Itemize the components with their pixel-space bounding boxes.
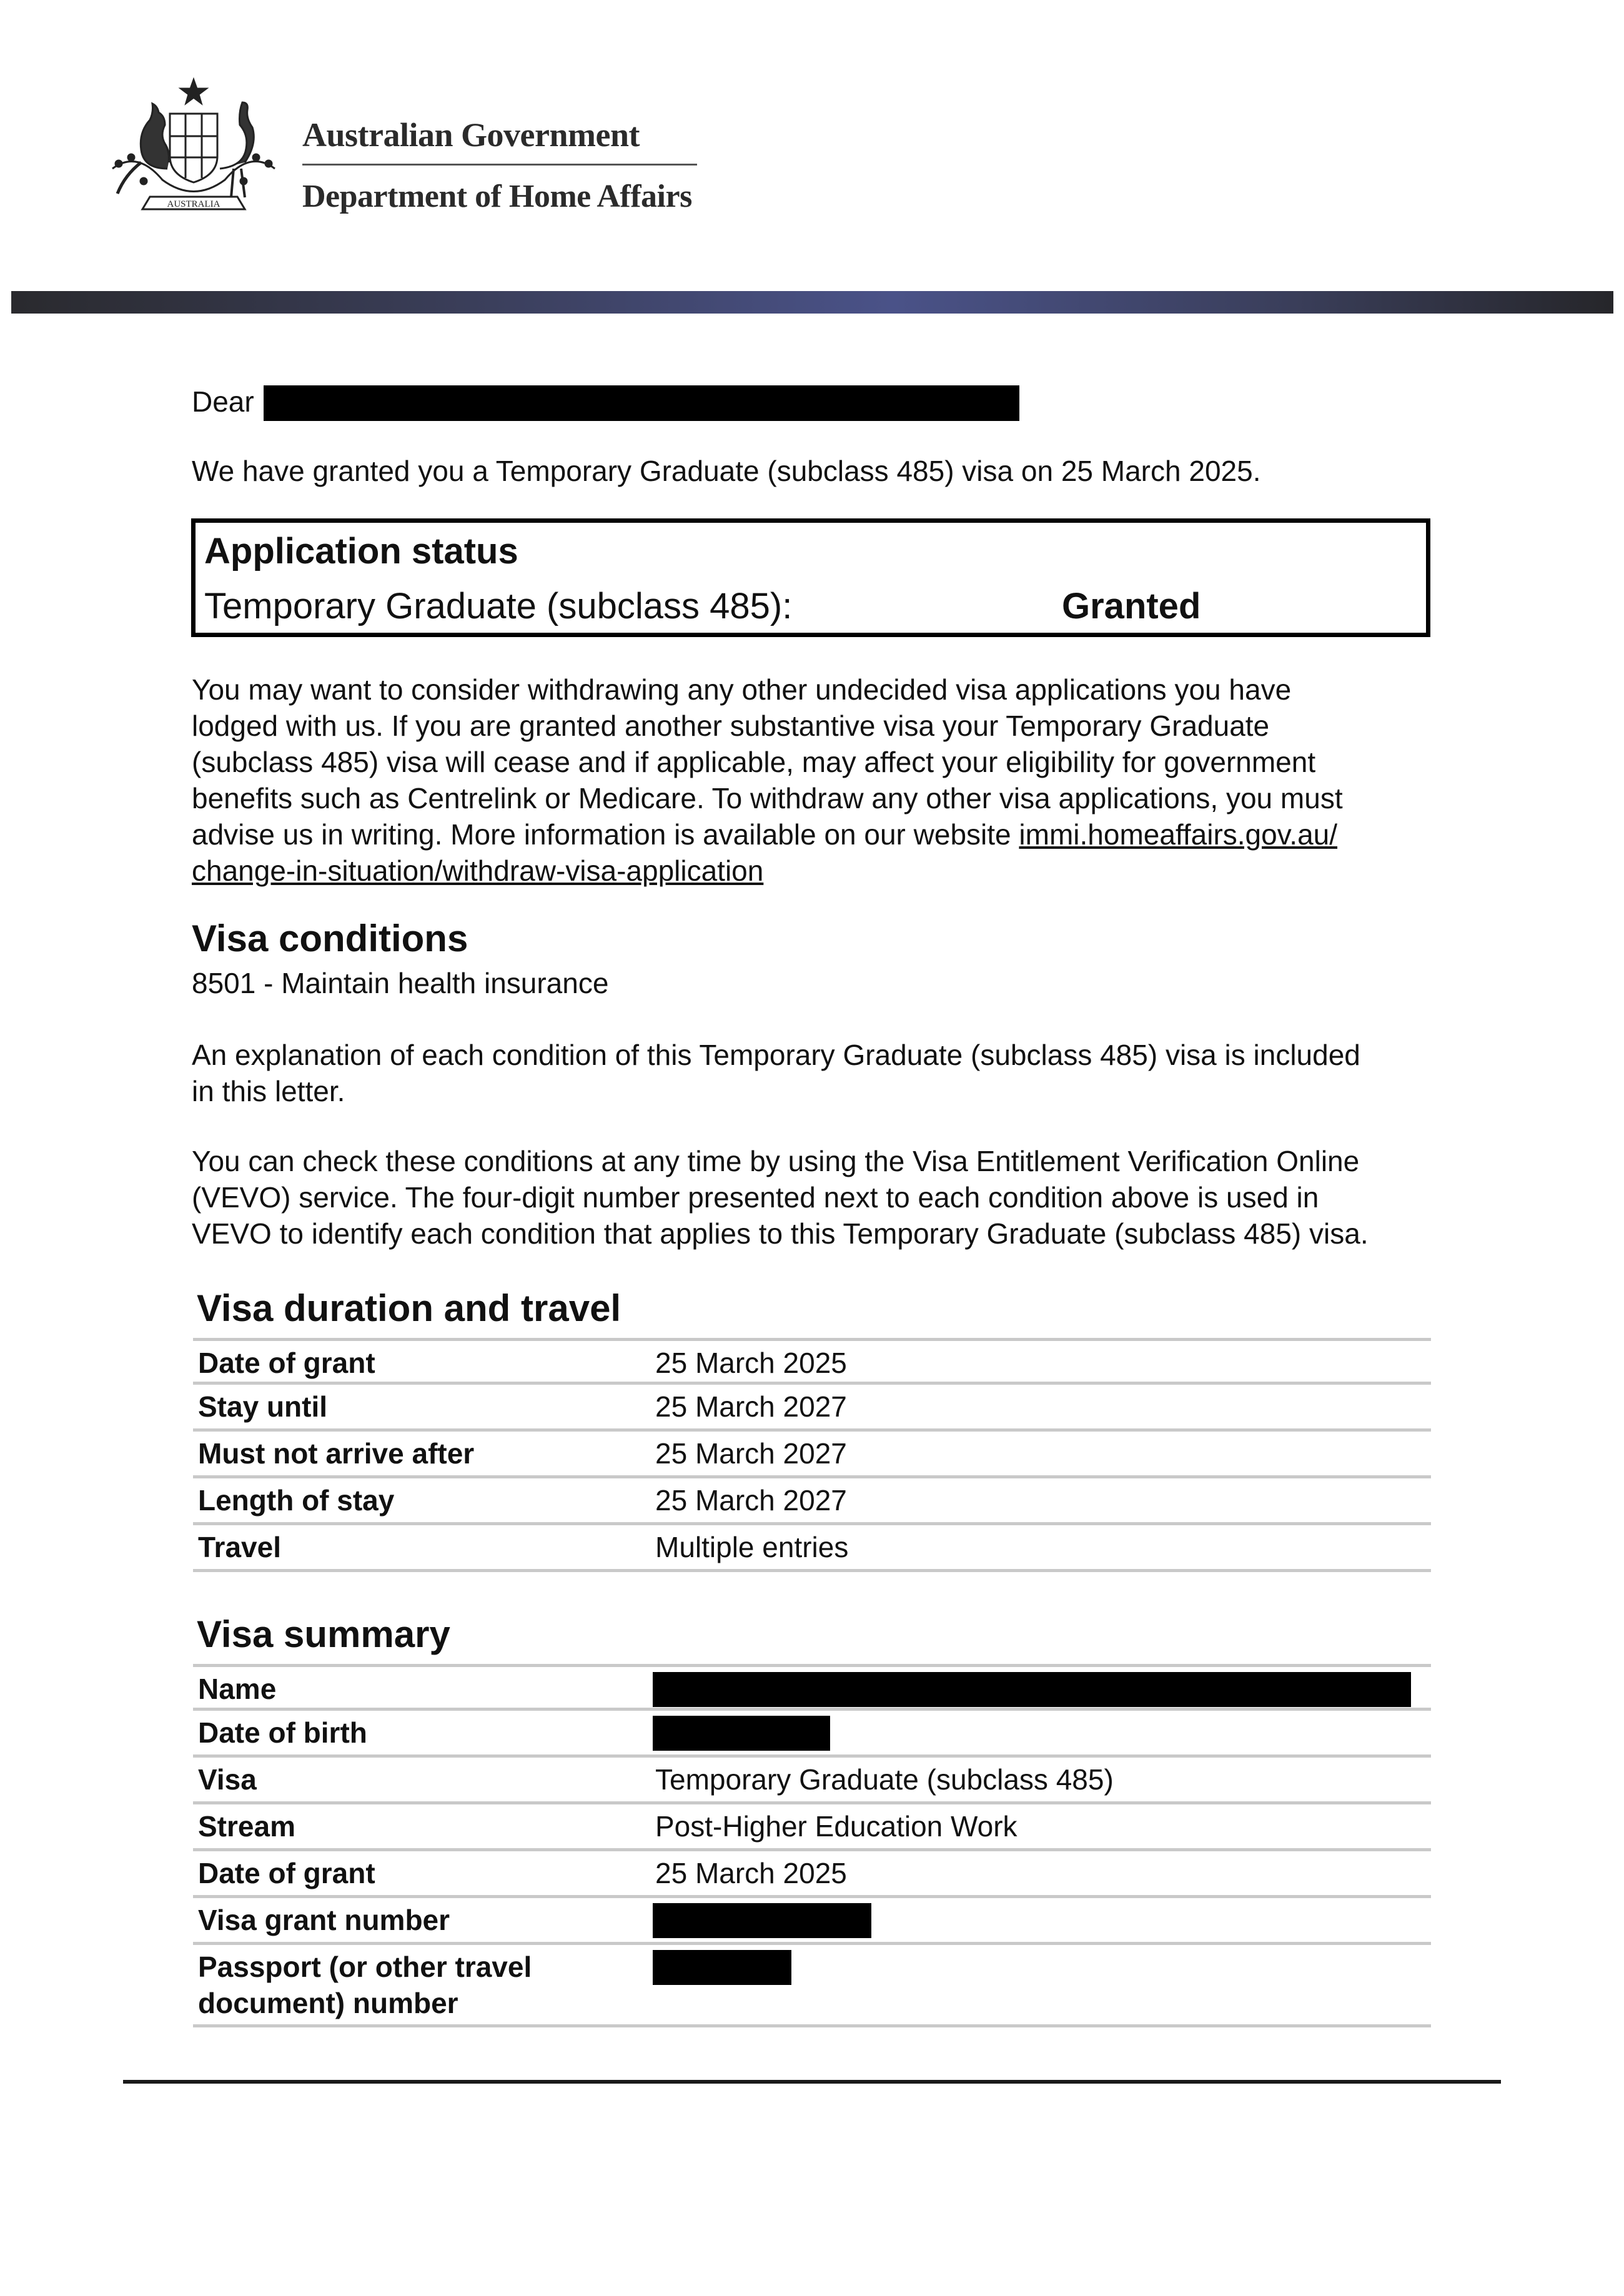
row-label: Travel (198, 1531, 281, 1563)
conditions-explanation (192, 1037, 1441, 1109)
table-row (193, 1432, 1431, 1478)
footer-divider (123, 2080, 1501, 2084)
status-visa-type: Temporary Graduate (subclass 485): (204, 586, 793, 626)
visa-conditions-title: Visa conditions (192, 918, 468, 959)
redacted-passport-number (653, 1950, 791, 1985)
row-value: 25 March 2025 (655, 1857, 847, 1889)
status-heading: Application status (204, 531, 518, 572)
table-row (193, 1478, 1431, 1525)
redacted-name (264, 385, 1019, 421)
row-label-line: Passport (or other travel (198, 1951, 532, 1983)
withdraw-line: (subclass 485) visa will cease and if applicable, may affect your eligibility for government (192, 746, 1316, 778)
commonwealth-star-icon (181, 80, 206, 103)
row-value: 25 March 2025 (655, 1347, 847, 1379)
table-row (193, 1711, 1431, 1758)
explanation-line: An explanation of each condition of this Temporary Graduate (subclass 485) visa is included (192, 1039, 1360, 1071)
vevo-paragraph (192, 1143, 1447, 1252)
row-label: Length of stay (198, 1484, 395, 1517)
withdraw-line: You may want to consider withdrawing any other undecided visa applications you have (192, 673, 1292, 706)
emu-icon (220, 102, 254, 169)
redacted-name (653, 1672, 1411, 1707)
withdraw-link-line (192, 853, 1441, 889)
visa-duration-table (193, 1338, 1431, 1572)
row-value: Multiple entries (655, 1531, 849, 1563)
row-value: 25 March 2027 (655, 1484, 847, 1517)
row-label-line: document) number (198, 1987, 458, 2019)
kangaroo-icon (141, 104, 169, 169)
table-row (193, 1804, 1431, 1851)
visa-duration-title: Visa duration and travel (197, 1287, 621, 1329)
header-band (11, 291, 1613, 314)
row-value: Post-Higher Education Work (655, 1810, 1017, 1843)
table-row (193, 1945, 1431, 2027)
redacted-grant-number (653, 1903, 871, 1938)
vevo-line: You can check these conditions at any time by using the Visa Entitlement Verification Online (192, 1145, 1360, 1177)
withdraw-line-text: advise us in writing. More information is available on our website (192, 818, 1019, 851)
table-row (193, 1758, 1431, 1804)
withdraw-line: benefits such as Centrelink or Medicare. To withdraw any other visa applications, you must (192, 782, 1343, 814)
application-status-box (191, 518, 1430, 637)
row-label: Visa grant number (198, 1904, 450, 1936)
website-link[interactable]: immi.homeaffairs.gov.au/ (1019, 818, 1338, 851)
header-divider (302, 164, 697, 166)
visa-summary-table (193, 1664, 1431, 2027)
table-row (193, 1851, 1431, 1898)
shield-icon (170, 114, 217, 182)
withdraw-line: lodged with us. If you are granted another substantive visa your Temporary Graduate (192, 710, 1270, 742)
row-label (198, 1949, 532, 2021)
vevo-line: (VEVO) service. The four-digit number presented next to each condition above is used in (192, 1181, 1319, 1214)
row-label: Date of grant (198, 1857, 375, 1889)
government-title: Australian Government (302, 116, 640, 154)
row-label: Must not arrive after (198, 1437, 475, 1470)
vevo-line: VEVO to identify each condition that applies to this Temporary Graduate (subclass 485) visa. (192, 1217, 1369, 1250)
withdraw-line (192, 816, 1441, 853)
row-label: Visa (198, 1763, 257, 1796)
condition-item: 8501 - Maintain health insurance (192, 967, 609, 999)
withdraw-paragraph (192, 671, 1441, 889)
table-row (193, 1525, 1431, 1572)
table-row (193, 1385, 1431, 1432)
redacted-date-of-birth (653, 1716, 830, 1751)
row-label: Stay until (198, 1390, 328, 1423)
visa-summary-title: Visa summary (197, 1613, 450, 1655)
website-link-continued[interactable]: change-in-situation/withdraw-visa-application (192, 854, 764, 887)
coat-of-arms-logo (100, 75, 287, 222)
row-label: Stream (198, 1810, 295, 1843)
table-row (193, 1664, 1431, 1711)
row-value: 25 March 2027 (655, 1437, 847, 1470)
row-label: Name (198, 1673, 277, 1705)
row-label: Date of birth (198, 1716, 367, 1749)
grant-intro: We have granted you a Temporary Graduate (subclass 485) visa on 25 March 2025. (192, 455, 1261, 487)
department-title: Department of Home Affairs (302, 179, 692, 214)
row-label: Date of grant (198, 1347, 375, 1379)
table-row (193, 1898, 1431, 1945)
status-value: Granted (1062, 586, 1201, 626)
table-row (193, 1338, 1431, 1385)
explanation-line: in this letter. (192, 1075, 345, 1107)
crest-motto: AUSTRALIA (167, 199, 220, 209)
row-value: Temporary Graduate (subclass 485) (655, 1763, 1114, 1796)
greeting: Dear (192, 385, 254, 418)
row-value: 25 March 2027 (655, 1390, 847, 1423)
